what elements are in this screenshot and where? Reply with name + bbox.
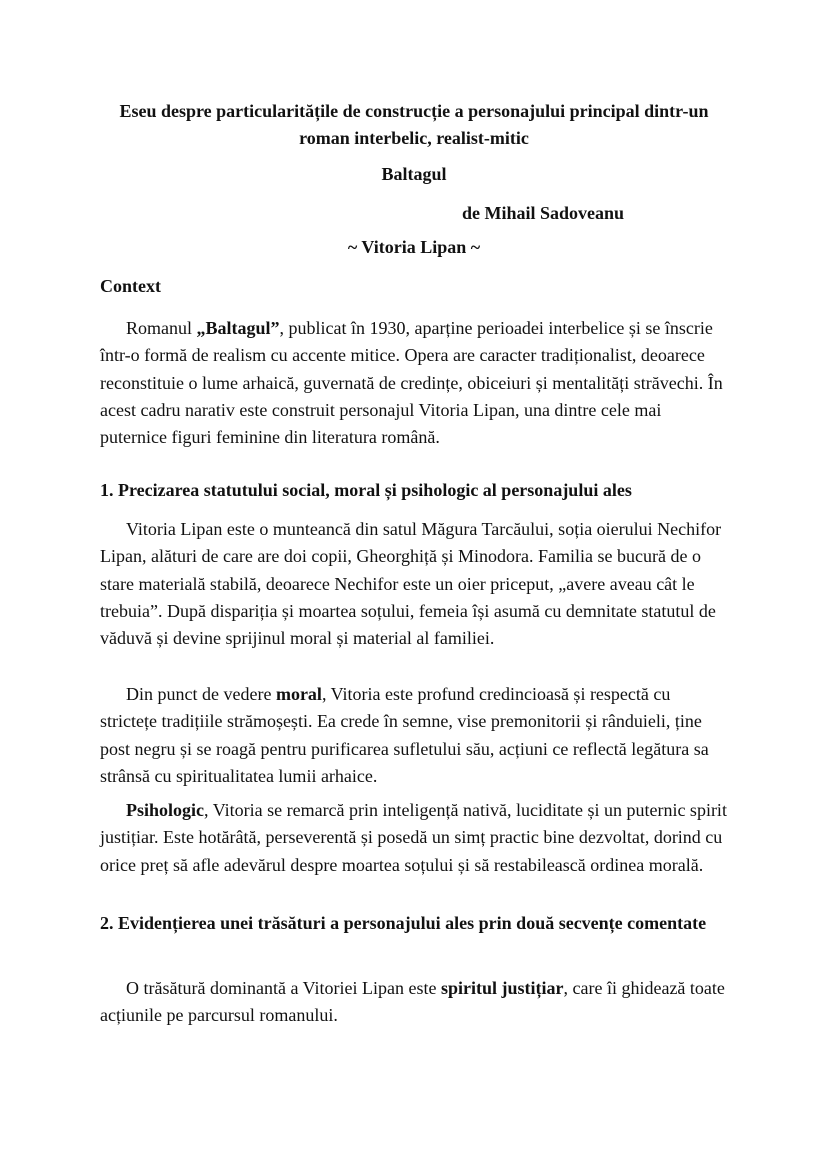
section-heading-trait: 2. Evidențierea unei trăsături a personajului ales prin două secvențe comentate xyxy=(100,913,707,933)
context-paragraph xyxy=(100,315,728,451)
author-line: de Mihail Sadoveanu xyxy=(461,203,625,223)
trait-paragraph xyxy=(100,975,728,1030)
status-paragraph-1: Vitoria Lipan este o munteancă din satul Măgura Tarcăului, soția oierului Nechifor Lipan, alături de care are doi copii, Gheorghiță și Minodora. Familia se bucură de o stare materială stabilă, deoarece Nechifor este un oier priceput, „avere aveau cât le trebuia”. După dispariția și moartea soțului, femeia își asumă cu demnitate statutul de văduvă și devine sprijinul moral și material al familiei. xyxy=(100,519,722,649)
status-paragraph-moral xyxy=(100,681,728,790)
work-title: Baltagul xyxy=(381,164,447,184)
text-run: , care îi ghidează toate acțiunile pe parcursul romanului. xyxy=(100,978,725,1026)
bold-run: Psihologic xyxy=(126,800,205,820)
text-run: , Vitoria se remarcă prin inteligență nativă, luciditate și un puternic spirit justițiar. Este hotărâtă, perseverentă și posedă un simț practic bine dezvoltat, dorind cu orice preț să afle adevărul despre moartea soțului și să restabilească ordinea morală. xyxy=(100,800,727,875)
text-run: O trăsătură dominantă a Vitoriei Lipan este xyxy=(126,978,441,998)
text-run: Din punct de vedere xyxy=(126,684,276,704)
bold-run: moral xyxy=(275,684,322,704)
text-run: , publicat în 1930, aparține perioadei interbelice și se înscrie într-o formă de realism cu accente mitice. Opera are caracter tradiționalist, deoarece reconstituie o lume arhaică, guvernată de credințe, obiceiuri și mentalități străvechi. În acest cadru narativ este construit personajul Vitoria Lipan, una dintre cele mai puternice figuri feminine din literatura română. xyxy=(100,318,723,448)
text-run: Romanul xyxy=(126,318,197,338)
character-line: ~ Vitoria Lipan ~ xyxy=(347,237,481,257)
bold-run: „Baltagul” xyxy=(196,318,280,338)
status-paragraph-psychological xyxy=(100,797,728,879)
essay-title: Eseu despre particularitățile de construcție a personajului principal dintr-un roman interbelic, realist-mitic xyxy=(119,101,709,148)
text-run: , Vitoria este profund credincioasă și respectă cu strictețe tradițiile strămoșești. Ea crede în semne, vise premonitorii și rânduieli, ține post negru și se roagă pentru purificarea sufletului său, acțiuni ce reflectă legătura sa strânsă cu spiritualitatea lumii arhaice. xyxy=(100,684,709,786)
section-heading-status: 1. Precizarea statutului social, moral și psihologic al personajului ales xyxy=(100,480,632,500)
bold-run: spiritul justițiar xyxy=(440,978,564,998)
section-heading-context: Context xyxy=(100,276,161,296)
